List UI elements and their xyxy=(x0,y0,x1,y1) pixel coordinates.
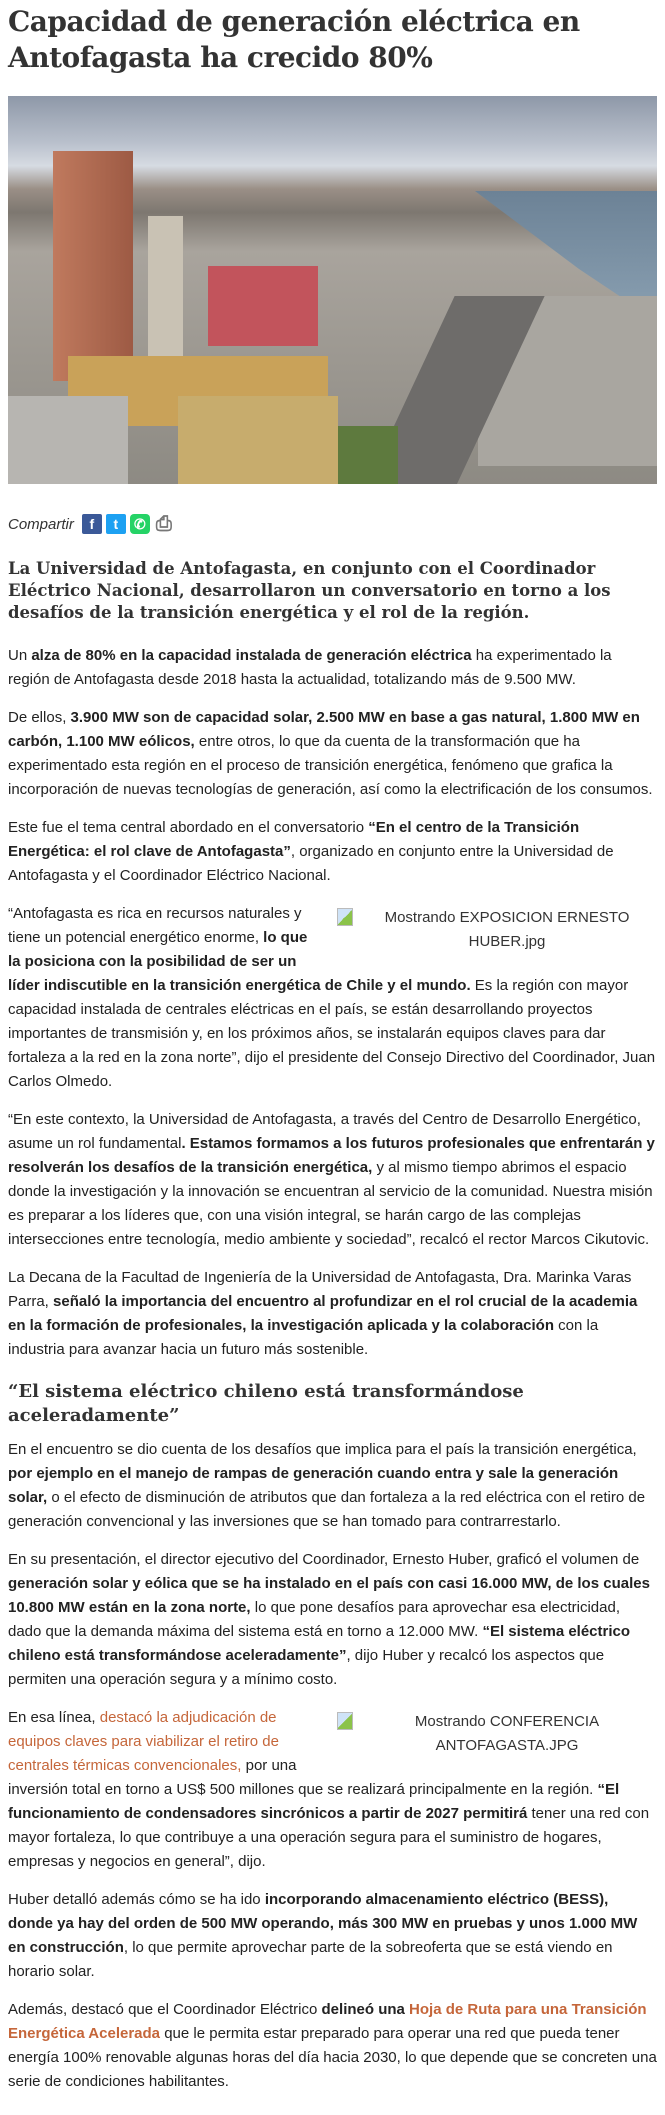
article-lead: La Universidad de Antofagasta, en conjunto con el Coordinador Eléctrico Nacional, desarrollaron un conversatorio en torno a los desafíos de la transición energética y el rol de la región. xyxy=(8,559,611,622)
text-segment: Un xyxy=(8,647,32,664)
section-heading: “El sistema eléctrico chileno está transformándose aceleradamente” xyxy=(8,1381,524,1426)
text-segment: En esa línea, xyxy=(8,1709,100,1726)
image-placeholder-conferencia xyxy=(337,1710,657,1758)
facebook-icon[interactable]: f xyxy=(82,514,102,534)
text-segment: “En este contexto, la Universidad de Antofagasta, a través del Centro de Desarrollo Energético, asume un rol fundamental xyxy=(8,1111,641,1152)
share-bar xyxy=(8,514,657,534)
bold-text: . Estamos formamos a los futuros profesionales que enfrentarán y resolverán los desafíos de la transición energética, xyxy=(8,1135,655,1176)
print-icon[interactable]: ⎙ xyxy=(155,512,172,535)
share-label: Compartir xyxy=(8,515,74,533)
bold-text: incorporando almacenamiento eléctrico (BESS), donde ya hay del orden de 500 MW operando, más 300 MW en pruebas y unos 1.000 MW en construcción xyxy=(8,1891,638,1956)
bold-text: lo que la posiciona con la posibilidad de ser un líder indiscutible en la transición energética de Chile y el mundo. xyxy=(8,929,471,994)
image-placeholder-huber xyxy=(337,906,657,954)
bold-text: “El funcionamiento de condensadores sincrónicos a partir de 2027 permitirá xyxy=(8,1781,620,1822)
body-paragraph xyxy=(8,1888,657,1984)
text-segment: tener una red con mayor fortaleza, lo que contribuye a una operación segura para el suministro de hogares, empresas y negocios en general”, dijo. xyxy=(8,1805,650,1870)
text-segment: De ellos, xyxy=(8,709,71,726)
bold-text: por ejemplo en el manejo de rampas de generación cuando entra y sale la generación solar, xyxy=(8,1465,619,1506)
body-paragraph xyxy=(8,706,657,802)
text-segment: Huber detalló además cómo se ha ido xyxy=(8,1891,265,1908)
text-segment: , dijo Huber y recalcó los aspectos que permiten una operación segura y a mínimo costo. xyxy=(8,1647,605,1688)
bold-text: alza de 80% en la capacidad instalada de generación eléctrica xyxy=(31,647,472,664)
body-group-d xyxy=(8,1438,657,1692)
text-segment: “Antofagasta es rica en recursos naturales y tiene un potencial energético enorme, xyxy=(8,905,302,946)
image-alt-text: Mostrando EXPOSICION ERNESTO HUBER.jpg xyxy=(384,909,630,950)
bold-text: 3.900 MW son de capacidad solar, 2.500 MW en base a gas natural, 1.800 MW en carbón, 1.100 MW eólicos, xyxy=(8,709,640,750)
hero-photo-antofagasta-city xyxy=(8,96,657,484)
article xyxy=(0,4,665,2094)
broken-image-icon xyxy=(337,1712,353,1730)
text-segment: entre otros, lo que da cuenta de la transformación que ha experimentado esta región en el proceso de transición energética, fenómeno que grafica la incorporación de nuevas tecnologías de generación, así como la electrificación de los consumos. xyxy=(8,733,653,798)
text-segment: o el efecto de disminución de atributos que dan fortaleza a la red eléctrica con el retiro de generación convencional y las inversiones que se han tomado para contrarrestarlo. xyxy=(8,1489,646,1530)
text-segment: Es la región con mayor capacidad instalada de centrales eléctricas en el país, se están desarrollando proyectos importantes de transmisión y, en los próximos años, se instalarán equipos claves para dar fortaleza a la red en la zona norte”, dijo el presidente del Consejo Directivo del Coordinador, Juan Carlos Olmedo. xyxy=(8,977,656,1090)
text-segment: por una inversión total en torno a US$ 500 millones que se realizará principalmente en la región. xyxy=(8,1757,598,1798)
bold-text: “En el centro de la Transición Energética: el rol clave de Antofagasta” xyxy=(8,819,580,860)
text-segment: Además, destacó que el Coordinador Eléctrico xyxy=(8,2001,322,2018)
text-segment: lo que pone desafíos para aprovechar esa electricidad, dado que la demanda máxima del sistema está en torno a 12.000 MW. xyxy=(8,1599,620,1640)
broken-image-icon xyxy=(337,908,353,926)
body-paragraph xyxy=(8,1108,657,1252)
bold-text: generación solar y eólica que se ha instalado en el país con casi 16.000 MW, de los cuales 10.800 MW están en la zona norte, xyxy=(8,1575,650,1616)
inline-link[interactable]: Hoja de Ruta para una Transición Energética Acelerada xyxy=(8,2001,647,2042)
body-group-a xyxy=(8,644,657,888)
body-paragraph xyxy=(8,1548,657,1692)
text-segment: con la industria para avanzar hacia un futuro más sostenible. xyxy=(8,1317,599,1358)
body-paragraph xyxy=(8,816,657,888)
inline-link[interactable]: destacó la adjudicación de equipos claves para viabilizar el retiro de centrales térmicas convencionales, xyxy=(8,1709,279,1774)
text-segment: que le permita estar preparado para operar una red que pueda tener energía 100% renovable algunas horas del día hacia 2030, lo que depende que se concreten una serie de condiciones habilitantes. xyxy=(8,2025,657,2090)
article-title: Capacidad de generación eléctrica en Antofagasta ha crecido 80% xyxy=(8,5,580,74)
text-segment: ha experimentado la región de Antofagasta desde 2018 hasta la actualidad, totalizando más de 9.500 MW. xyxy=(8,647,612,688)
text-segment: En su presentación, el director ejecutivo del Coordinador, Ernesto Huber, graficó el volumen de xyxy=(8,1551,640,1568)
body-group-f xyxy=(8,1888,657,2094)
text-segment: Este fue el tema central abordado en el conversatorio xyxy=(8,819,369,836)
body-paragraph xyxy=(8,1266,657,1362)
text-segment: , organizado en conjunto entre la Universidad de Antofagasta y el Coordinador Eléctrico Nacional. xyxy=(8,843,614,884)
body-paragraph xyxy=(8,1438,657,1534)
text-segment: y al mismo tiempo abrimos el espacio donde la investigación y la innovación se encuentran al servicio de la comunidad. Nuestra misión es preparar a los líderes que, con una visión integral, se harán cargo de las complejas intersecciones entre tecnología, medio ambiente y sociedad”, recalcó el rector Marcos Cikutovic. xyxy=(8,1159,653,1248)
text-segment: En el encuentro se dio cuenta de los desafíos que implica para el país la transición energética, xyxy=(8,1441,637,1458)
text-segment: , lo que permite aprovechar parte de la sobreoferta que se está viendo en horario solar. xyxy=(8,1939,613,1980)
text-segment: La Decana de la Facultad de Ingeniería de la Universidad de Antofagasta, Dra. Marinka Varas Parra, xyxy=(8,1269,632,1310)
whatsapp-icon[interactable]: ✆ xyxy=(130,514,150,534)
body-paragraph xyxy=(8,1998,657,2094)
image-alt-text: Mostrando CONFERENCIA ANTOFAGASTA.JPG xyxy=(414,1713,600,1754)
body-group-c xyxy=(8,1108,657,1362)
body-paragraph xyxy=(8,644,657,692)
bold-text: señaló la importancia del encuentro al profundizar en el rol crucial de la academia en la formación de profesionales, la investigación aplicada y la colaboración xyxy=(8,1293,638,1334)
bold-text: “El sistema eléctrico chileno está transformándose aceleradamente” xyxy=(8,1623,631,1664)
bold-text: delineó una xyxy=(321,2001,410,2018)
twitter-icon[interactable]: t xyxy=(106,514,126,534)
